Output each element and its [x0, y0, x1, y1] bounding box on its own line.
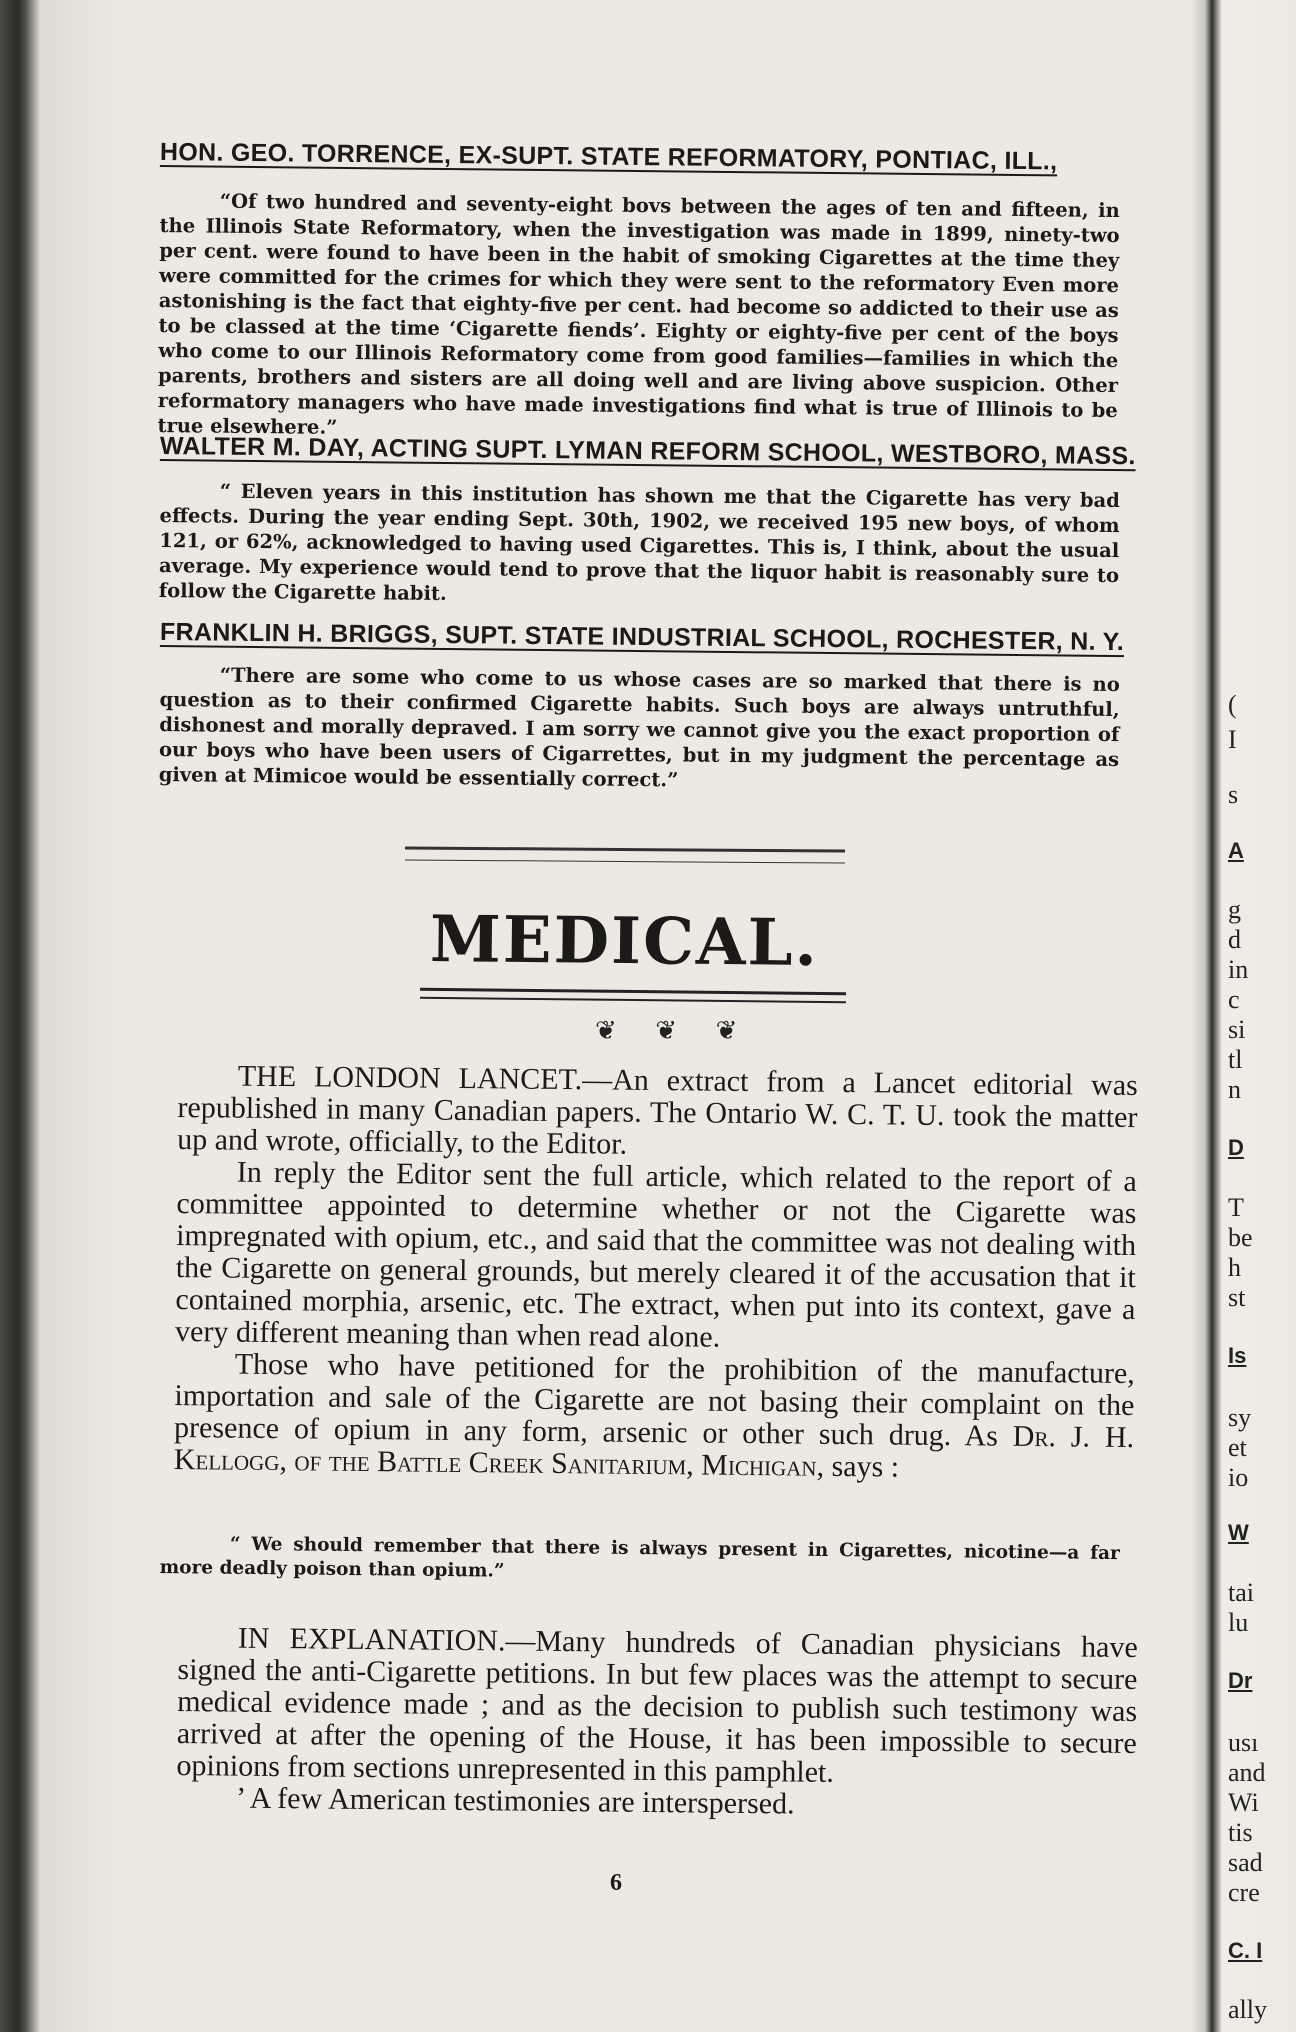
kellogg-attribution: Dr. J. H. Kellogg, of the Battle Creek Sanitarium, Michigan,	[173, 1419, 1135, 1483]
fragment: W	[1228, 1520, 1249, 1545]
fragment: g	[1228, 895, 1241, 924]
fragment: sad	[1228, 1848, 1263, 1877]
lancet-paragraph-2: In reply the Editor sent the full article, which related to the report of a committee appointed to determine whether or not the Cigarette was impregnated with opium, etc., and said that the committee was not dealing with the Cigarette on general grounds, but merely cleared it of the accusation that it contained morphia, arsenic, etc. The extract, when put into its context, gave a very different meaning than when read alone.	[174, 1155, 1137, 1354]
lancet-text: —An extract from a Lancet editorial was republished in many Canadian papers. The Ontario W. C. T. U. took the matter up and wrote, officially, to the Editor.	[176, 1063, 1138, 1161]
fragment: s	[1228, 780, 1239, 809]
title-underline	[420, 988, 846, 1003]
lancet-section	[174, 1060, 1138, 1486]
lancet-para3-end: says :	[823, 1449, 900, 1484]
fragment: and	[1228, 1758, 1266, 1787]
fragment: cre	[1228, 1878, 1260, 1907]
testimony-text-briggs: “There are some who come to us whose cases are so marked that there is no question as to their confirmed Cigarette habits. Such boys are always untruthful, dishonest and morally depraved. I am sorry we cannot give you the exact proportion of our boys who have been users of Cigarrettes, but in my judgment the percentage as given at Mimicoe would be essentially correct.”	[158, 663, 1120, 792]
fragment: A	[1228, 838, 1244, 863]
lancet-paragraph	[177, 1060, 1138, 1166]
fragment: C. I	[1228, 1938, 1263, 1963]
testimony-text-torrence: “Of two hundred and seventy-eight bovs between the ages of ten and fifteen, in the Illinois State Reformatory, when the investigation was made in 1899, ninety-two per cent. were found to have been in the habit of smoking Cigarettes at the time they were committed for the crimes for which they were sent to the reformatory Even more astonishing is the fact that eighty-five per cent. had become so addicted to their use as to be classed at the time ‘Cigarette fiends’. Eighty or eighty-five per cent of the boys who come to our Illinois Reformatory come from good families—families in which the parents, brothers and sisters are all doing well and are living above suspicion. Other reformatory managers who have made investigations find what is true of Illinois to be true elsewhere.”	[157, 189, 1120, 439]
fragment: (	[1228, 690, 1237, 719]
lancet-para3-text: Those who have petitioned for the prohibition of the manufacture, importation and sale of the Cigarette are not basing their complaint on the presence of opium in any form, arsenic or other such drug. As	[173, 1347, 1135, 1453]
lancet-lead: THE LONDON LANCET.	[237, 1059, 583, 1097]
fragment: sy	[1228, 1403, 1252, 1432]
explanation-paragraph	[176, 1622, 1138, 1792]
kellogg-quote: “ We should remember that there is always present in Cigarettes, nicotine—a far more deadly poison than opium.”	[159, 1533, 1120, 1582]
fragment: T	[1228, 1193, 1244, 1222]
fragment: D	[1228, 1135, 1244, 1160]
page-number: 6	[610, 1870, 622, 1896]
section-divider	[405, 846, 845, 863]
fragment: tl	[1228, 1045, 1243, 1074]
fleuron-ornament: ❦ ❦ ❦	[595, 1016, 754, 1045]
explanation-text: —Many hundreds of Canadian physicians have signed the anti-Cigarette petitions. In but few places was the attempt to secure medical evidence made ; and as the decision to publish such testimony was arrived at after the opening of the House, it has been impossible to secure opinions from sections unrepresented in this pamphlet.	[176, 1624, 1138, 1789]
fragment: be	[1228, 1223, 1253, 1252]
fragment: et	[1228, 1433, 1247, 1462]
fragment: si	[1228, 1015, 1246, 1044]
fragment: I	[1228, 725, 1237, 754]
adjacent-page-edge	[1222, 0, 1296, 2032]
section-title: MEDICAL.	[429, 901, 820, 982]
explanation-lead: IN EXPLANATION.	[237, 1621, 506, 1658]
fragment: io	[1228, 1463, 1249, 1492]
fragment: n	[1228, 1075, 1241, 1104]
fragment: tis	[1228, 1818, 1253, 1847]
testimony-heading-torrence: HON. GEO. TORRENCE, EX-SUPT. STATE REFORMATORY, PONTIAC, ILL.,	[159, 138, 1058, 176]
fragment: st	[1228, 1283, 1246, 1312]
fragment: Is	[1228, 1343, 1247, 1368]
testimony-heading-day: WALTER M. DAY, ACTING SUPT. LYMAN REFORM SCHOOL, WESTBORO, MASS.	[159, 432, 1136, 471]
testimony-heading-briggs: FRANKLIN H. BRIGGS, SUPT. STATE INDUSTRIAL SCHOOL, ROCHESTER, N. Y.	[159, 618, 1125, 657]
fragment: Dr	[1228, 1668, 1253, 1693]
fragment: lu	[1228, 1608, 1249, 1637]
lancet-paragraph-3	[174, 1348, 1135, 1486]
fragment: ally	[1228, 1995, 1267, 2024]
explanation-note: ’ A few American testimonies are interspersed.	[235, 1781, 795, 1821]
fragment: tai	[1228, 1578, 1254, 1607]
explanation-section	[176, 1622, 1138, 1824]
fragment: in	[1228, 955, 1249, 984]
fragment: usı	[1228, 1728, 1259, 1757]
document-page	[40, 0, 1208, 2032]
fragment: d	[1228, 925, 1241, 954]
fragment: h	[1228, 1253, 1241, 1282]
fragment: Wi	[1228, 1788, 1259, 1817]
testimony-text-day: “ Eleven years in this institution has shown me that the Cigarette has very bad effects. During the year ending Sept. 30th, 1902, we received 195 new boys, of whom 121, or 62%, acknowledged to having used Cigarettes. This is, I think, about the usual average. My experience would tend to prove that the liquor habit is reasonably sure to follow the Cigarette habit.	[158, 479, 1120, 606]
fragment: c	[1228, 985, 1240, 1014]
